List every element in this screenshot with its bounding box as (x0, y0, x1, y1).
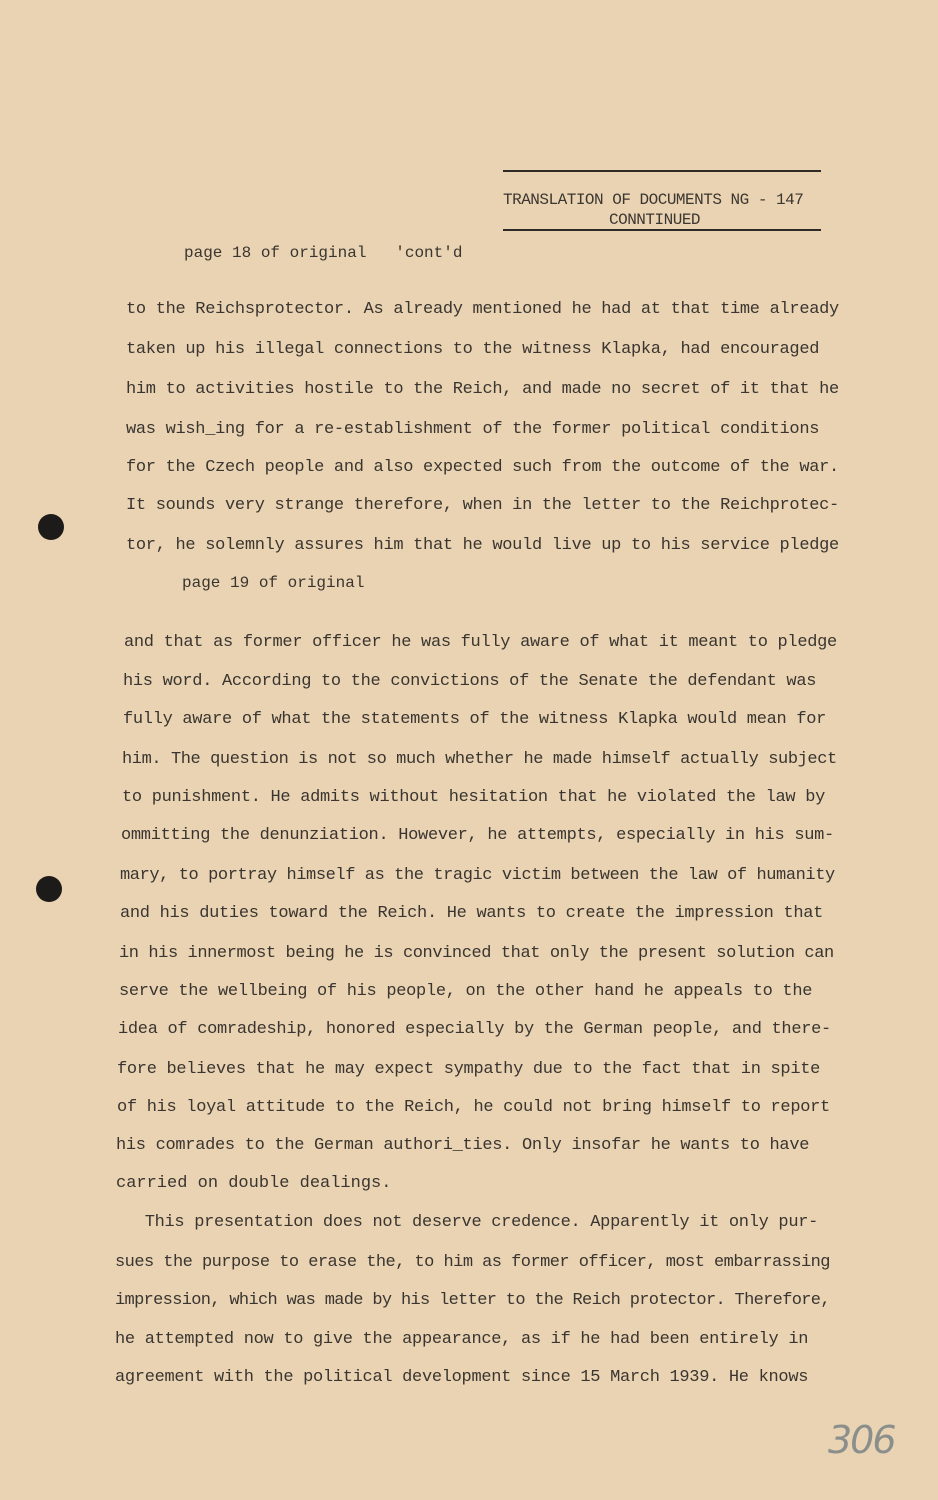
text-line: It sounds very strange therefore, when in the letter to the Reichprotec- (126, 496, 839, 515)
text-line: idea of comradeship, honored especially by the German people, and there- (118, 1020, 831, 1039)
text-line: in his innermost being he is convinced that only the present solution can (119, 944, 834, 963)
text-line: agreement with the political development since 15 March 1939. He knows (115, 1368, 809, 1387)
text-line: him. The question is not so much whether he made himself actually subject (122, 750, 837, 769)
header-title: TRANSLATION OF DOCUMENTS NG - 147 (503, 191, 804, 209)
text-line: This presentation does not deserve credence. Apparently it only pur- (115, 1213, 819, 1232)
text-line: serve the wellbeing of his people, on the other hand he appeals to the (119, 982, 813, 1001)
text-line: impression, which was made by his letter to the Reich protector. Therefore, (115, 1291, 830, 1310)
text-line: he attempted now to give the appearance, as if he had been entirely in (115, 1330, 809, 1349)
page-marker-18: page 18 of original 'cont'd (184, 244, 463, 262)
text-line: and his duties toward the Reich. He wants to create the impression that (120, 904, 824, 923)
text-line: to punishment. He admits without hesitation that he violated the law by (122, 788, 826, 807)
header-bottom-rule (503, 229, 821, 231)
header-top-rule (503, 170, 821, 172)
text-line: his word. According to the convictions of the Senate the defendant was (123, 672, 817, 691)
handwritten-page-number: 306 (828, 1418, 895, 1462)
text-line: fully aware of what the statements of the witness Klapka would mean for (123, 710, 827, 729)
text-line: to the Reichsprotector. As already mentioned he had at that time already (126, 300, 839, 319)
text-line: for the Czech people and also expected such from the outcome of the war. (126, 458, 839, 477)
punch-hole (36, 876, 62, 902)
text-line: him to activities hostile to the Reich, and made no secret of it that he (126, 380, 839, 399)
text-line: was wish_ing for a re-establishment of the former political conditions (126, 420, 820, 439)
text-line: of his loyal attitude to the Reich, he could not bring himself to report (117, 1098, 830, 1117)
text-line: sues the purpose to erase the, to him as former officer, most embarrassing (115, 1253, 830, 1272)
text-line: ommitting the denunziation. However, he attempts, especially in his sum- (121, 826, 834, 845)
header-subtitle: CONNTINUED (609, 211, 701, 229)
text-line: fore believes that he may expect sympathy due to the fact that in spite (117, 1060, 821, 1079)
text-line: his comrades to the German authori_ties. Only insofar he wants to have (116, 1136, 810, 1155)
punch-hole (38, 514, 64, 540)
text-line: taken up his illegal connections to the witness Klapka, had encouraged (126, 340, 820, 359)
text-line: mary, to portray himself as the tragic victim between the law of humanity (120, 866, 835, 885)
page-marker-19: page 19 of original (182, 574, 365, 592)
text-line: and that as former officer he was fully aware of what it meant to pledge (124, 633, 837, 652)
text-line: carried on double dealings. (116, 1174, 392, 1193)
text-line: tor, he solemnly assures him that he would live up to his service pledge (126, 536, 839, 555)
